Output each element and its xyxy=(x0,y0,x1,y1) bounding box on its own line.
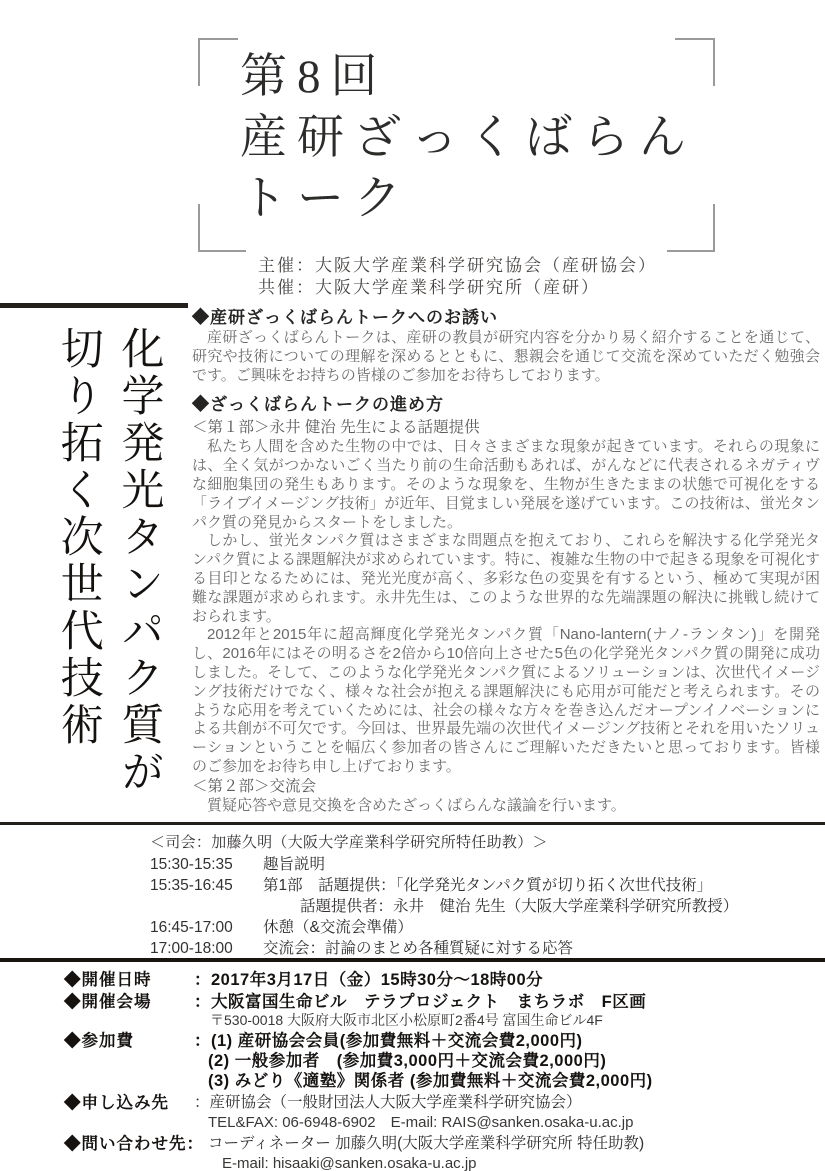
detail-row-inquiry xyxy=(64,1134,810,1171)
inquiry-contact: E-mail: hisaaki@sanken.osaka-u.ac.jp xyxy=(222,1155,477,1171)
application-label: ◆申し込み先 xyxy=(64,1094,169,1112)
invitation-heading: ◆産研ざっくばらんトークへのお誘い xyxy=(192,308,498,327)
datetime-label: ◆開催日時 xyxy=(64,971,152,989)
fee-option-2: (2) 一般参加者 (参加費3,000円＋交流会費2,000円) xyxy=(208,1052,607,1070)
schedule-item-speaker: 話題提供者：永井 健治 先生（大阪大学産業科学研究所教授） xyxy=(300,898,739,915)
details-section xyxy=(64,970,810,1171)
part1-paragraph-1: 私たち人間を含めた生物の中では、日々さまざまな現象が起きています。それらの現象には、全く気がつかないごく当たり前の生命活動もあれば、がんなどに代表されるネガティヴな細胞集団の発生もあります。そのような現象を、生物が生きたままの状態で可視化をする「ライブイメージング技術」が近年、目覚ましい発展を遂げています。この技術は、蛍光タンパク質の発見からスタートをしました。 xyxy=(192,438,820,531)
schedule-row xyxy=(150,854,810,875)
schedule-row xyxy=(150,875,810,917)
detail-row-fee xyxy=(64,1031,810,1091)
datetime-value: ：2017年3月17日（金）15時30分～18時00分 xyxy=(194,971,544,989)
schedule-section xyxy=(150,833,810,959)
fee-option-1: ：(1) 産研協会会員(参加費無料＋交流会費2,000円) xyxy=(194,1032,583,1050)
schedule-time: 15:35-16:45 xyxy=(150,877,233,894)
middle-divider-rule xyxy=(0,822,825,825)
organizer-cohost: 共催：大阪大学産業科学研究所（産研） xyxy=(258,278,600,297)
fee-option-3: (3) みどり《適塾》関係者 (参加費無料＋交流会費2,000円) xyxy=(208,1072,653,1090)
detail-row-application xyxy=(64,1093,810,1132)
part1-paragraph-2: しかし、蛍光タンパク質はさまざまな問題点を抱えており、これらを解決する化学発光タンパク質による課題解決が求められています。特に、複雑な生物の中で起きる現象を可視化する目印となるためには、発光光度が高く、多彩な色の変異を有するという、極めて実現が困難な課題が求められます。永井先生は、このような世界的な先端課題の解決に挑戦し続けておられます。 xyxy=(192,532,820,625)
venue-address: 〒530-0018 大阪府大阪市北区小松原町2番4号 富国生命ビル4F xyxy=(210,1012,603,1028)
schedule-item: 第1部 話題提供：「化学発光タンパク質が切り拓く次世代技術」 xyxy=(263,877,713,894)
schedule-row xyxy=(150,938,810,959)
schedule-item: 趣旨説明 xyxy=(263,856,326,873)
venue-value: ：大阪富国生命ビル テラプロジェクト まちラボ F区画 xyxy=(194,993,647,1011)
schedule-item: 休憩（&交流会準備） xyxy=(263,919,413,936)
event-title xyxy=(240,47,696,230)
part1-label: ＜第１部＞永井 健治 先生による話題提供 xyxy=(192,419,480,437)
organizer-host: 主催：大阪大学産業科学研究協会（産研協会） xyxy=(258,256,657,275)
body-column xyxy=(192,306,820,816)
event-title-line1: 第8回 xyxy=(240,51,388,103)
fee-label: ◆参加費 xyxy=(64,1032,134,1050)
part2-body: 質疑応答や意見交換を含めたざっくばらんな議論を行います。 xyxy=(207,796,626,814)
title-block xyxy=(198,38,715,252)
corner-bracket-bottom-left-icon xyxy=(198,204,246,252)
part1-paragraph-3: 2012年と2015年に超高輝度化学発光タンパク質「Nano-lantern(ナノ-ランタン)」を開発し、2016年にはその明るさを2倍から10倍向上させた5色の化学発光タンパク質の開発に成功しました。そして、このような化学発光タンパク質によるソリューションは、次世代イメージング技術だけでなく、様々な社会が抱える課題解決にも応用が可能だと考えられます。そのような応用を考えていくためには、社会の様々な方々を巻き込んだオープンイノベーションによる共創が不可欠です。今回は、世界最先端の次世代イメージング技術とそれを用いたソリューションということを幅広く参加者の皆さんにご理解いただきたいと思っております。皆様のご参加をお待ち申し上げております。 xyxy=(192,626,820,775)
event-title-line3: トーク xyxy=(240,173,411,225)
left-divider-rule xyxy=(0,303,188,308)
schedule-row xyxy=(150,917,810,938)
vertical-title-column-right: 化学発光タンパク質が xyxy=(115,326,163,796)
vertical-talk-title xyxy=(42,326,163,812)
procedure-heading: ◆ざっくばらんトークの進め方 xyxy=(192,395,444,415)
invitation-body: 産研ざっくばらんトークは、産研の教員が研究内容を分かり易く紹介することを通じて、研究や技術についての理解を深めるとともに、懇親会を通じて交流を深めていただく勉強会です。ご興味をお持ちの皆様のご参加をお待ちしております。 xyxy=(192,329,820,384)
organizers xyxy=(258,255,657,299)
application-contact: TEL&FAX: 06-6948-6902 E-mail: RAIS@sanken.osaka-u.ac.jp xyxy=(208,1114,634,1131)
schedule-time: 17:00-18:00 xyxy=(150,940,233,957)
venue-label: ◆開催会場 xyxy=(64,993,152,1011)
moderator-line: ＜司会：加藤久明（大阪大学産業科学研究所特任助教）＞ xyxy=(150,834,548,851)
corner-bracket-top-left-icon xyxy=(198,38,238,86)
part2-label: ＜第２部＞交流会 xyxy=(192,777,317,795)
inquiry-label: ◆問い合わせ先： xyxy=(64,1135,204,1153)
vertical-title-column-left: 切り拓く次世代技術 xyxy=(54,326,102,749)
schedule-time: 15:30-15:35 xyxy=(150,856,233,873)
inquiry-value: コーディネーター 加藤久明(大阪大学産業科学研究所 特任助教) xyxy=(208,1135,645,1152)
detail-row-datetime xyxy=(64,970,810,990)
schedule-item: 交流会：討論のまとめ各種質疑に対する応答 xyxy=(263,940,574,957)
event-title-line2: 産研ざっくばらん xyxy=(240,112,696,164)
detail-row-venue xyxy=(64,992,810,1029)
schedule-time: 16:45-17:00 xyxy=(150,919,233,936)
application-value: ：産研協会（一般財団法人大阪大学産業科学研究協会） xyxy=(194,1094,582,1111)
